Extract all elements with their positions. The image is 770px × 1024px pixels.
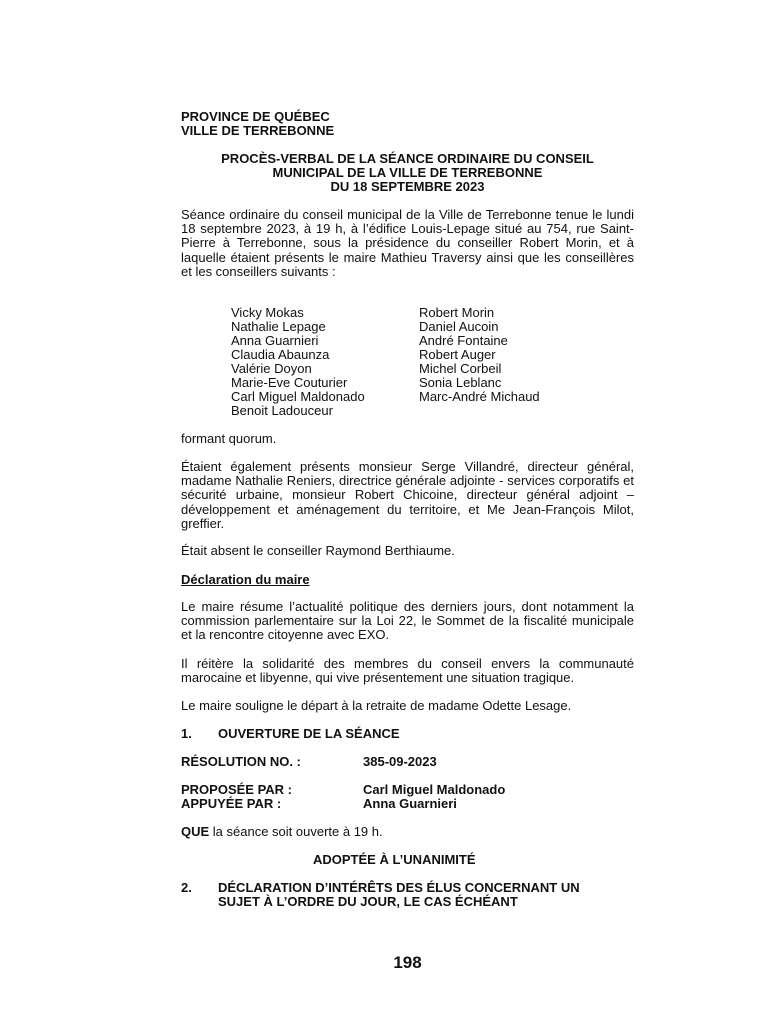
member-name: Robert Auger: [419, 347, 496, 362]
mayor-paragraph-2: Il réitère la solidarité des membres du conseil envers la communauté marocaine et libyenne, qui vive présentement une situation tragique.: [181, 656, 634, 686]
member-name: Valérie Doyon: [231, 361, 312, 376]
section-1-number: 1.: [181, 726, 192, 741]
section-1-title: OUVERTURE DE LA SÉANCE: [218, 726, 400, 741]
proposed-by-label: PROPOSÉE PAR :: [181, 782, 293, 797]
member-name: Sonia Leblanc: [419, 375, 502, 390]
title-line-2: MUNICIPAL DE LA VILLE DE TERREBONNE: [272, 165, 543, 181]
mayor-paragraph-1: Le maire résume l’actualité politique des derniers jours, dont notamment la commission parlementaire sur la Loi 22, le Sommet de la fiscalité municipale et la rencontre citoyenne avec EXO.: [181, 599, 634, 643]
page-number: 198: [393, 953, 422, 972]
member-name: André Fontaine: [419, 333, 508, 348]
resolution-label: RÉSOLUTION NO. :: [181, 754, 301, 769]
city-heading: VILLE DE TERREBONNE: [181, 123, 335, 138]
province-heading: PROVINCE DE QUÉBEC: [181, 109, 330, 124]
quorum-text: formant quorum.: [181, 431, 277, 446]
seconded-by-label: APPUYÉE PAR :: [181, 796, 282, 811]
mayor-paragraph-3: Le maire souligne le départ à la retraite de madame Odette Lesage.: [181, 698, 572, 713]
member-name: Michel Corbeil: [419, 361, 502, 376]
member-name: Marc-André Michaud: [419, 389, 540, 404]
absent-text: Était absent le conseiller Raymond Berthiaume.: [181, 543, 455, 558]
minutes-title: [181, 152, 634, 195]
mayor-declaration-heading: Déclaration du maire: [181, 572, 310, 587]
que-keyword: QUE: [181, 824, 210, 839]
member-name: Daniel Aucoin: [419, 319, 499, 334]
section-2-title-line-1: DÉCLARATION D’INTÉRÊTS DES ÉLUS CONCERNANT UN: [218, 880, 580, 895]
title-line-1: PROCÈS-VERBAL DE LA SÉANCE ORDINAIRE DU CONSEIL: [221, 151, 594, 166]
member-name: Benoit Ladouceur: [231, 403, 333, 418]
member-name: Carl Miguel Maldonado: [231, 389, 365, 404]
adopted-unanimously: ADOPTÉE À L’UNANIMITÉ: [313, 852, 476, 867]
member-name: Nathalie Lepage: [231, 319, 326, 334]
proposed-by-name: Carl Miguel Maldonado: [363, 782, 506, 797]
member-name: Anna Guarnieri: [231, 333, 319, 348]
member-name: Robert Morin: [419, 305, 495, 320]
members-list-left: [231, 306, 365, 418]
seconded-by-name: Anna Guarnieri: [363, 796, 457, 811]
also-present-paragraph: Étaient également présents monsieur Serge Villandré, directeur général, madame Nathalie Reniers, directrice générale adjointe - services corporatifs et sécurité urbaine, monsieur Robert Chicoine, directeur général adjoint – développement et aménagement du territoire, et Me Jean-François Milot, greffier.: [181, 459, 634, 531]
title-line-3: DU 18 SEPTEMBRE 2023: [330, 179, 485, 195]
member-name: Marie-Eve Couturier: [231, 375, 348, 390]
que-statement: [181, 825, 383, 839]
member-name: Claudia Abaunza: [231, 347, 330, 362]
section-2-title-line-2: SUJET À L’ORDRE DU JOUR, LE CAS ÉCHÉANT: [218, 894, 518, 909]
member-name: Vicky Mokas: [231, 305, 304, 320]
que-text: la séance soit ouverte à 19 h.: [209, 824, 383, 839]
resolution-number: 385-09-2023: [363, 754, 437, 769]
intro-paragraph: Séance ordinaire du conseil municipal de la Ville de Terrebonne tenue le lundi 18 septembre 2023, à 19 h, à l’édifice Louis-Lepage situé au 754, rue Saint-Pierre à Terrebonne, sous la présidence du conseiller Robert Morin, et à laquelle étaient présents le maire Mathieu Traversy ainsi que les conseillères et les conseillers suivants :: [181, 207, 634, 279]
section-2-number: 2.: [181, 880, 192, 895]
members-list-right: [419, 306, 540, 404]
